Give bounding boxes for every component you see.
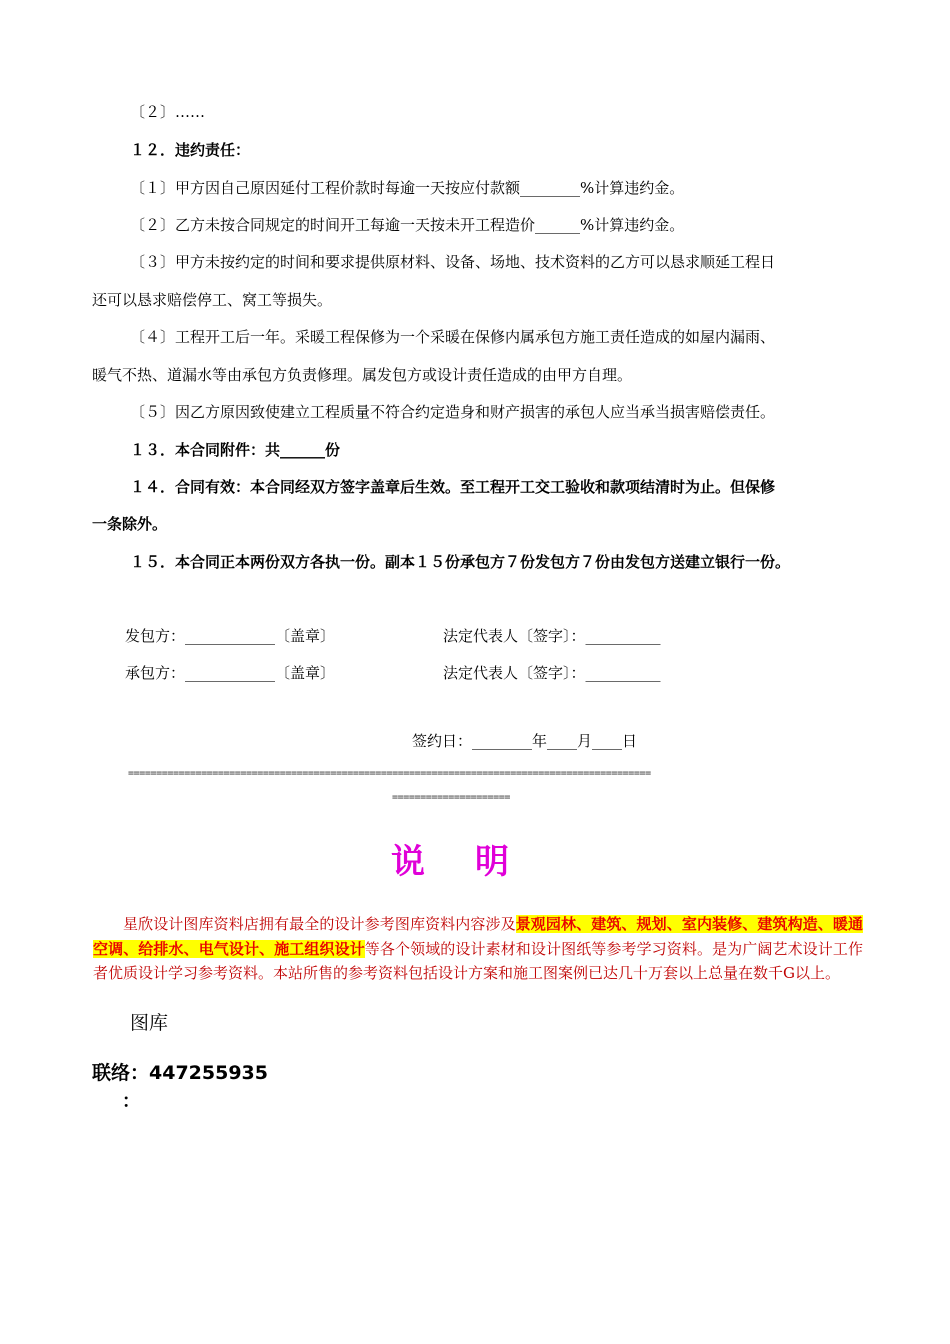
notice-rest: 等各个领域的设计素材和设计图纸等参考学习资料。是为广阔艺术设计工作者优质设计学习参考资料。本站所售的参考资料包括设计方案和施工图案例已达几十万套以上总量在数千G以上。 xyxy=(93,939,863,982)
clause-12-title: １２．违约责任： xyxy=(130,141,251,159)
contact-info: 联络：447255935 xyxy=(92,1062,268,1084)
notice-intro: 星欣设计图库资料店拥有最全的设计参考图库资料内容涉及 xyxy=(123,915,516,933)
signature-party-a: 发包方：____________〔盖章〕 xyxy=(125,627,336,645)
clause-12-3-b: 还可以恳求赔偿停工、窝工等损失。 xyxy=(92,291,333,309)
notice-description xyxy=(93,912,863,986)
notice-highlight: 景观园林、建筑、规划、室内装修、建筑构造、暖通空调、给排水、电气设计、施工组织设计 xyxy=(93,915,863,958)
signing-date: 签约日：________年____月____日 xyxy=(412,732,638,750)
signature-rep-b: 法定代表人〔签字〕：__________ xyxy=(443,664,661,682)
clause-15: １５．本合同正本两份双方各执一份。副本１５份承包方７份发包方７份由发包方送建立银行一份。 xyxy=(130,553,791,571)
clause-12-5: 〔５〕因乙方原因致使建立工程质量不符合约定造身和财产损害的承包人应当承当损害赔偿责任。 xyxy=(130,403,776,421)
signature-party-b: 承包方：____________〔盖章〕 xyxy=(125,664,336,682)
clause-12-1: 〔１〕甲方因自己原因延付工程价款时每逾一天按应付款额________%计算违约金。 xyxy=(130,179,685,197)
separator-line-1: ============================================================================================= xyxy=(128,768,651,779)
trailing-colon: ： xyxy=(122,1091,140,1112)
notice-title: 说明 xyxy=(391,842,559,882)
clause-13: １３．本合同附件：共______份 xyxy=(130,441,341,459)
clause-12-3-a: 〔３〕甲方未按约定的时间和要求提供原材料、设备、场地、技术资料的乙方可以恳求顺延工程日 xyxy=(130,253,776,271)
library-label: 图库 xyxy=(130,1012,169,1034)
clause-item-2: 〔２〕…… xyxy=(130,103,206,121)
signature-rep-a: 法定代表人〔签字〕：__________ xyxy=(443,627,661,645)
clause-12-2: 〔２〕乙方未按合同规定的时间开工每逾一天按未开工程造价______%计算违约金。 xyxy=(130,216,685,234)
separator-line-2: ===================== xyxy=(392,792,511,803)
clause-14-b: 一条除外。 xyxy=(92,515,168,533)
clause-12-4-a: 〔４〕工程开工后一年。采暖工程保修为一个采暖在保修内属承包方施工责任造成的如屋内漏雨、 xyxy=(130,328,776,346)
clause-12-4-b: 暖气不热、道漏水等由承包方负责修理。属发包方或设计责任造成的由甲方自理。 xyxy=(92,366,633,384)
clause-14-a: １４．合同有效：本合同经双方签字盖章后生效。至工程开工交工验收和款项结清时为止。但保修 xyxy=(130,478,776,496)
